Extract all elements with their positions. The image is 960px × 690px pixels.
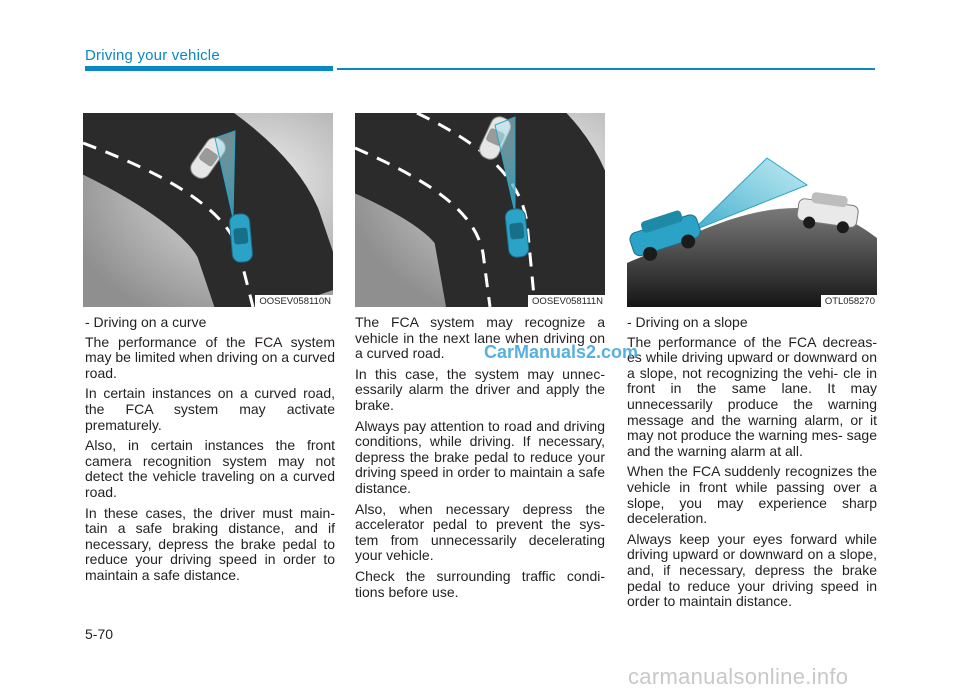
paragraph: Always keep your eyes forward while driving upward or downward on a slope, and, if necessary, depress the brake pedal to reduce your driving speed in order to maintain distance. xyxy=(627,530,877,610)
paragraph: Also, in certain instances the front camera recognition system may not detect the vehicle traveling on a curved road. xyxy=(85,437,335,500)
figure-code: OTL058270 xyxy=(821,295,877,307)
subheading-slope: - Driving on a slope xyxy=(627,314,748,330)
paragraph: Always pay attention to road and driving conditions, while driving. If necessary, depress the brake pedal to reduce your driving speed in order to maintain a safe distance. xyxy=(355,417,605,496)
subheading-curve: - Driving on a curve xyxy=(85,314,207,330)
section-title: Driving your vehicle xyxy=(85,47,220,64)
figure-code: OOSEV058111N xyxy=(528,295,605,307)
text-column-3 xyxy=(627,315,877,615)
slope-illustration xyxy=(627,113,877,307)
paragraph: Check the surrounding traffic condi- tions before use. xyxy=(355,567,605,600)
figure-code: OOSEV058110N xyxy=(255,295,333,307)
curve-illustration-1 xyxy=(83,113,333,307)
paragraph: Also, when necessary depress the accelerator pedal to prevent the sys- tem from unnecessarily decelerating your vehicle. xyxy=(355,500,605,564)
figure-curve-same-lane xyxy=(83,113,333,307)
paragraph: In certain instances on a curved road, the FCA system may activate prematurely. xyxy=(85,385,335,433)
figure-slope xyxy=(627,113,877,307)
figure-curve-next-lane xyxy=(355,113,605,307)
page-number: 5-70 xyxy=(85,626,114,642)
paragraph: The performance of the FCA decreas- es while driving upward or downward on a slope, not recognizing the vehi- cle in front in the same lane. It may unnecessarily produce the warning message and the warning alarm, or it may not produce the warning mes- sage and the warning alarm at all. xyxy=(627,333,877,459)
watermark-carmanuals: CarManuals2.com xyxy=(484,342,639,362)
ego-car xyxy=(229,213,253,263)
paragraph: When the FCA suddenly recognizes the vehicle in front while passing over a slope, you may experience sharp deceleration. xyxy=(627,463,877,527)
text-column-1 xyxy=(85,315,335,589)
curve-illustration-2 xyxy=(355,113,605,307)
footer-watermark: carmanualsonline.info xyxy=(628,664,849,689)
header-rule-thin xyxy=(337,68,875,70)
header-rule-thick xyxy=(85,66,333,71)
paragraph: In these cases, the driver must main- tain a safe braking distance, and if necessary, depress the brake pedal to reduce your driving speed in order to maintain a safe distance. xyxy=(85,504,335,583)
paragraph: The FCA system may recognize a vehicle in the next lane when driving on a curved road. xyxy=(355,314,605,362)
paragraph: In this case, the system may unnec- essarily alarm the driver and apply the brake. xyxy=(355,365,605,413)
paragraph: The performance of the FCA system may be limited when driving on a curved road. xyxy=(85,333,335,381)
